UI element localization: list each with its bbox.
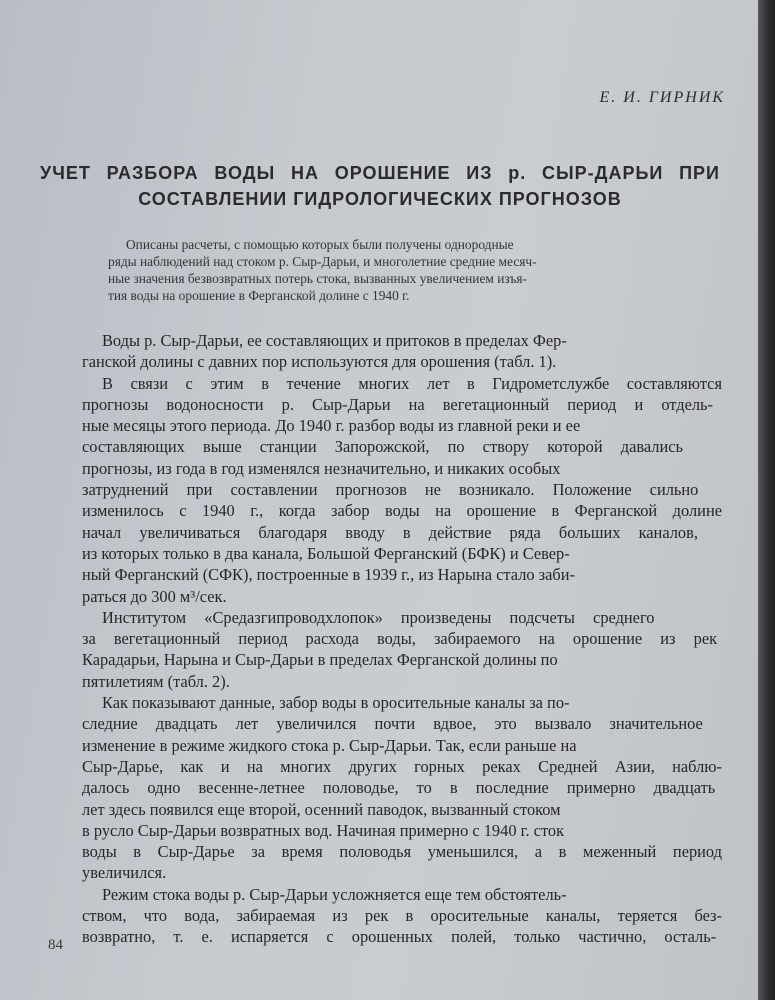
body-line: изменение в режиме жидкого стока р. Сыр-Дарьи. Так, если раньше на xyxy=(82,735,577,755)
body-line: составляющих выше станции Запорожской, по створу которой давались xyxy=(82,437,683,457)
body-line: Режим стока воды р. Сыр-Дарьи усложняется еще тем обстоятель- xyxy=(102,884,567,904)
body-line: В связи с этим в течение многих лет в Гидрометслужбе составляются xyxy=(102,373,722,393)
body-line: увеличился. xyxy=(82,863,167,883)
body-line: начал увеличиваться благодаря вводу в действие ряда больших каналов, xyxy=(82,522,698,542)
body-line: Воды р. Сыр-Дарьи, ее составляющих и притоков в пределах Фер- xyxy=(102,331,567,350)
body-line: Как показывают данные, забор воды в оросительные каналы за по- xyxy=(102,693,570,713)
body-line: воды в Сыр-Дарье за время половодья уменьшился, а в меженный период xyxy=(82,842,722,862)
title-line: СОСТАВЛЕНИИ ГИДРОЛОГИЧЕСКИХ ПРОГНОЗОВ xyxy=(138,189,622,209)
abstract-line: ряды наблюдений над стоком р. Сыр-Дарьи, и многолетние средние месяч- xyxy=(108,254,537,269)
author-name: Е. И. ГИРНИК xyxy=(599,89,725,106)
body-line: лет здесь появился еще второй, осенний паводок, вызванный стоком xyxy=(82,799,561,819)
body-line: изменилось с 1940 г., когда забор воды на орошение в Ферганской долине xyxy=(82,501,722,521)
body-line: ством, что вода, забираемая из рек в оросительные каналы, теряется без- xyxy=(82,906,722,926)
body-line: в русло Сыр-Дарьи возвратных вод. Начиная примерно с 1940 г. сток xyxy=(82,820,565,840)
body-line: ный Ферганский (СФК), построенные в 1939 г., из Нарына стало заби- xyxy=(82,565,575,585)
body-text xyxy=(82,330,722,948)
body-line: из которых только в два канала, Большой Ферганский (БФК) и Север- xyxy=(82,543,570,563)
body-line: следние двадцать лет увеличился почти вдвое, это вызвало значительное xyxy=(82,714,703,734)
abstract-line: тия воды на орошение в Ферганской долине с 1940 г. xyxy=(108,288,410,303)
body-line: прогнозы, из года в год изменялся незначительно, и никаких особых xyxy=(82,458,561,478)
abstract xyxy=(108,236,678,304)
article-title xyxy=(40,160,720,212)
title-line: УЧЕТ РАЗБОРА ВОДЫ НА ОРОШЕНИЕ ИЗ р. СЫР-ДАРЬИ ПРИ xyxy=(40,163,720,183)
body-line: Институтом «Средазгипроводхлопок» произведены подсчеты среднего xyxy=(102,607,655,627)
body-line: возвратно, т. е. испаряется с орошенных полей, только частично, осталь- xyxy=(82,927,717,947)
abstract-line: ные значения безвозвратных потерь стока, вызванных увеличением изъя- xyxy=(108,271,527,286)
body-line: ные месяцы этого периода. До 1940 г. разбор воды из главной реки и ее xyxy=(82,416,581,436)
body-line: Карадарьи, Нарына и Сыр-Дарьи в пределах Ферганской долины по xyxy=(82,650,558,670)
body-line: раться до 300 м³/сек. xyxy=(82,586,227,606)
body-line: за вегетационный период расхода воды, забираемого на орошение из рек xyxy=(82,629,718,649)
abstract-line: Описаны расчеты, с помощью которых были получены однородные xyxy=(126,237,514,252)
book-edge-shadow xyxy=(758,0,775,1000)
body-line: Сыр-Дарье, как и на многих других горных реках Средней Азии, наблю- xyxy=(82,756,722,776)
body-line: прогнозы водоносности р. Сыр-Дарьи на вегетационный период и отдель- xyxy=(82,394,713,414)
body-line: далось одно весенне-летнее половодье, то в последние примерно двадцать xyxy=(82,778,716,798)
body-line: пятилетиям (табл. 2). xyxy=(82,671,230,691)
page-number: 84 xyxy=(48,937,63,953)
body-line: затруднений при составлении прогнозов не возникало. Положение сильно xyxy=(82,480,699,500)
body-line: ганской долины с давних пор используются для орошения (табл. 1). xyxy=(82,352,557,372)
